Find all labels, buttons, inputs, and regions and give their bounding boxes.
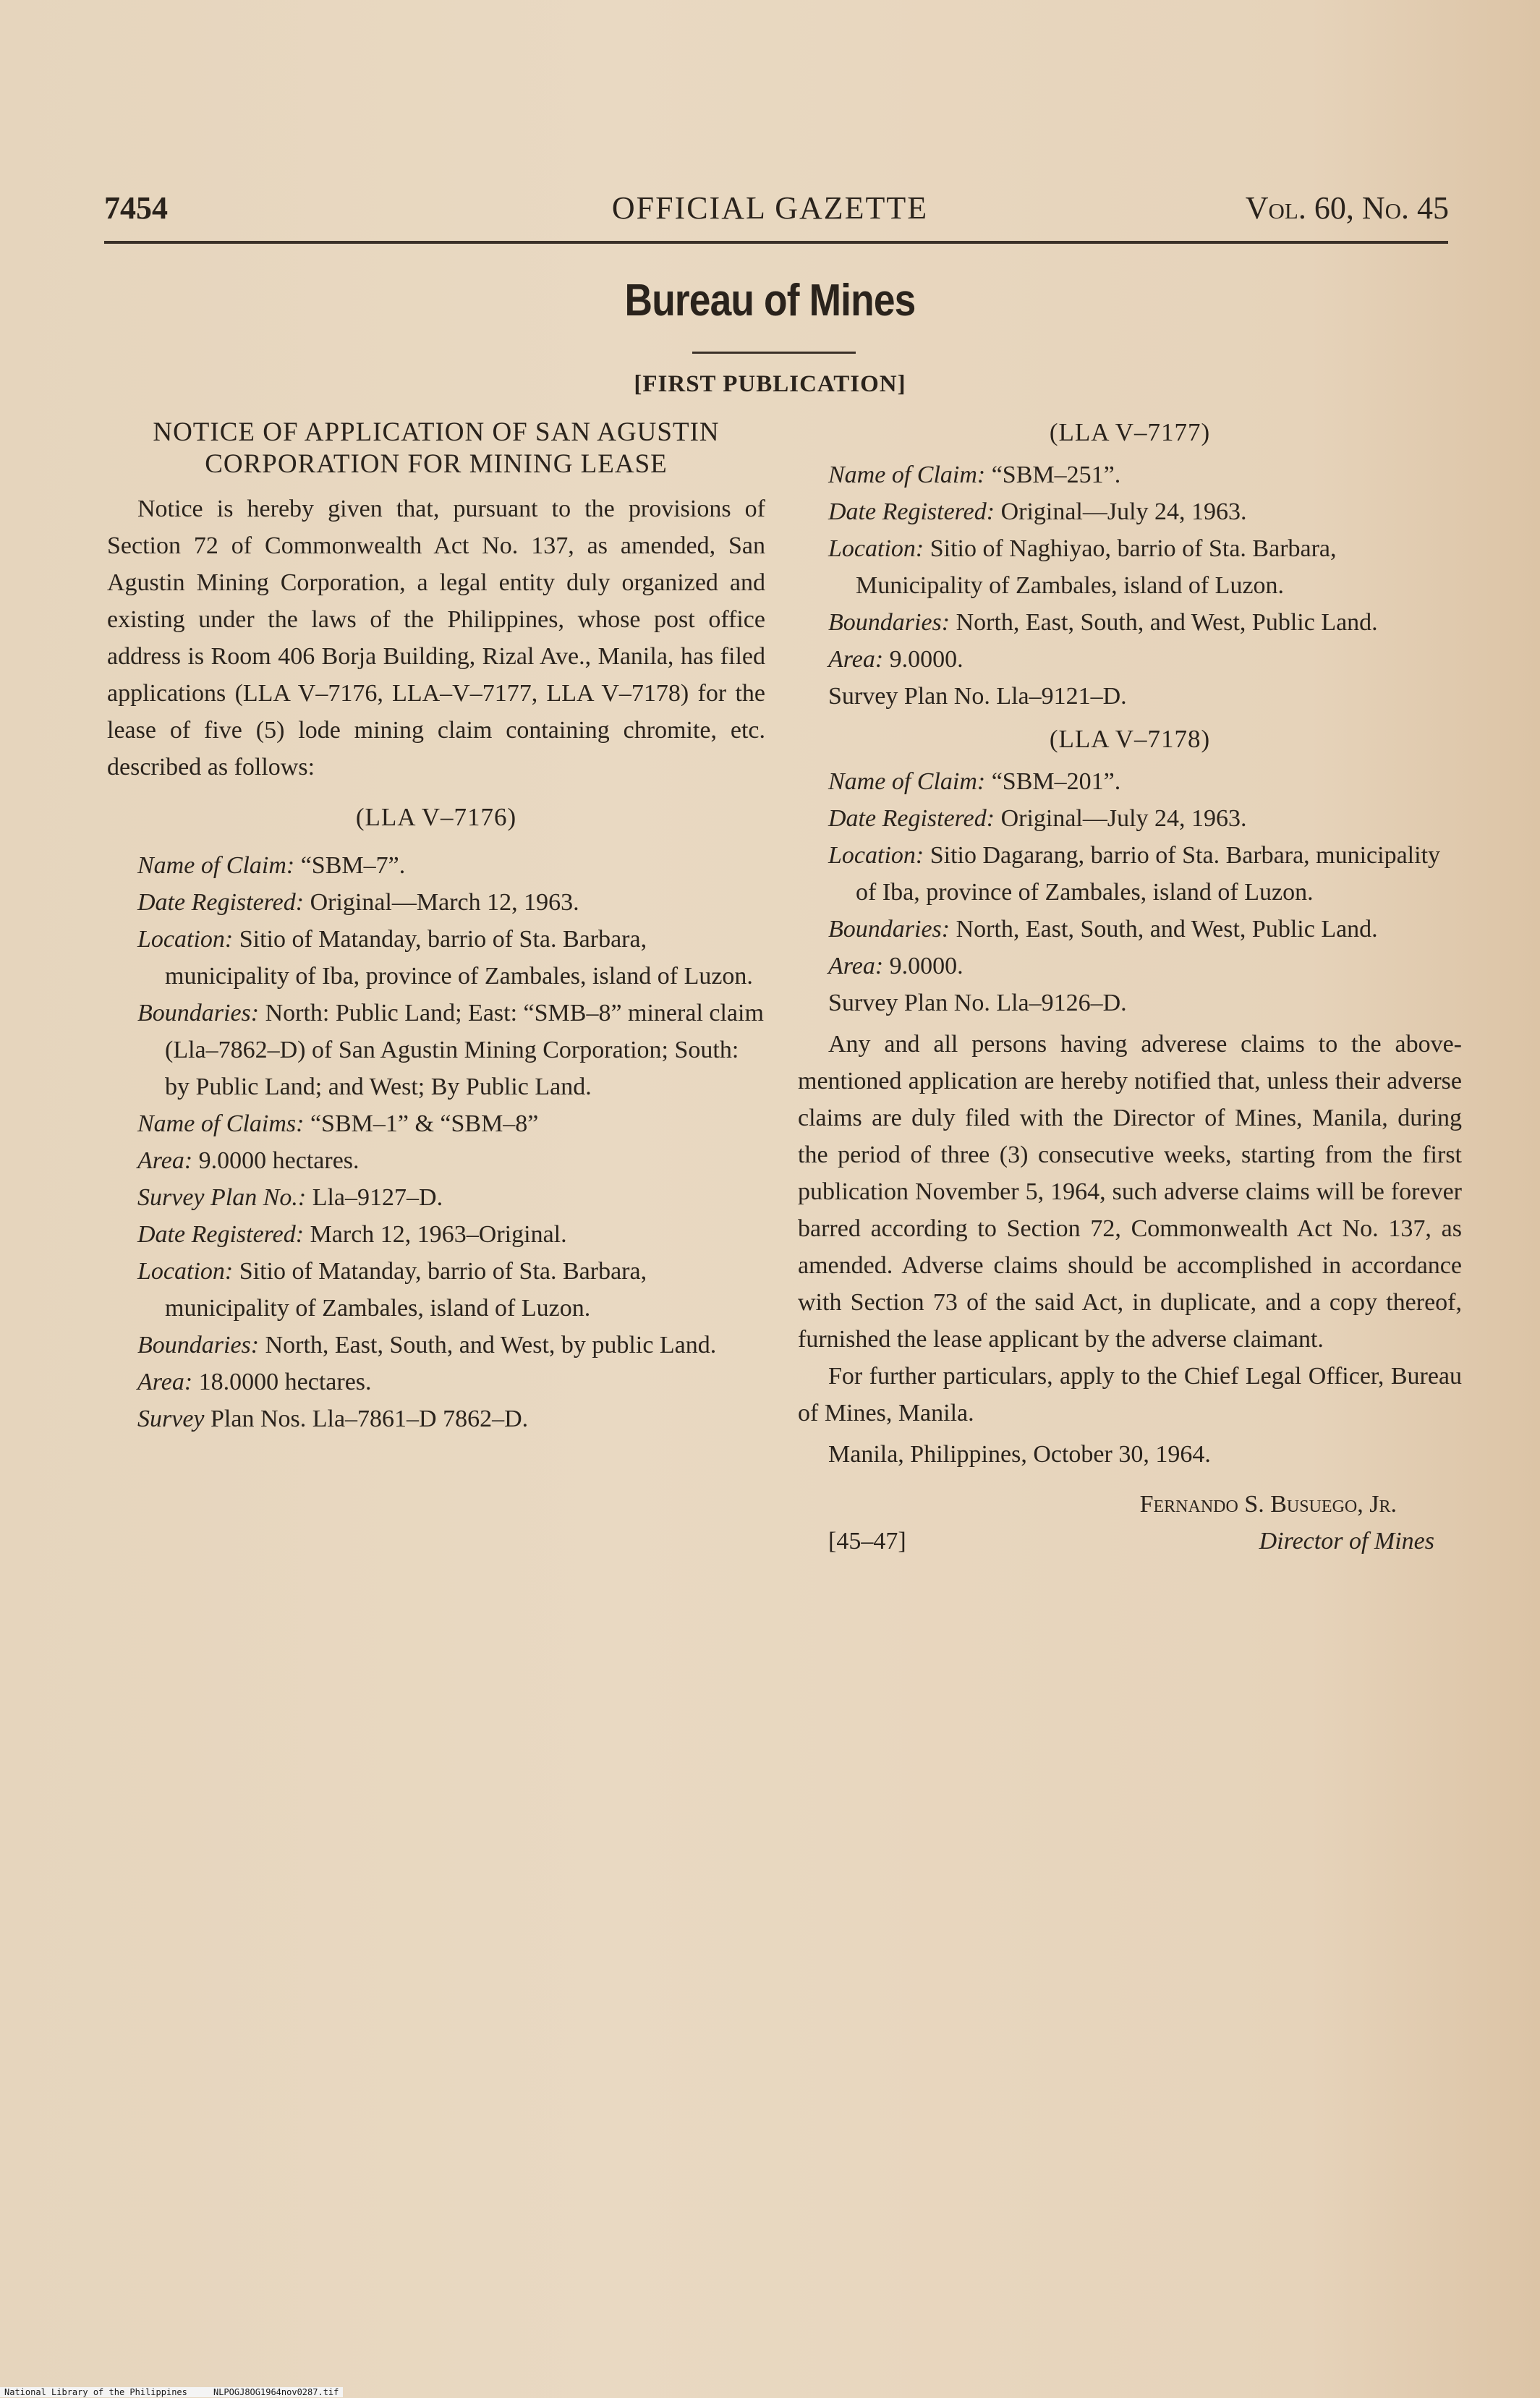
claim-entry: [798, 911, 1462, 948]
notice-title: [107, 417, 765, 480]
entry-label: Name of Claim:: [828, 768, 986, 795]
claim-entry: [107, 1105, 765, 1142]
claim-entry: [107, 1142, 765, 1179]
claim-entry: [798, 837, 1462, 911]
entry-label: Date Registered:: [828, 805, 995, 832]
entry-text: “SBM–1” & “SBM–8”: [304, 1110, 539, 1137]
entry-text: 9.0000 hectares.: [192, 1147, 360, 1174]
claim-entry: [107, 1364, 765, 1400]
entry-text: Survey Plan No. Lla–9121–D.: [828, 683, 1127, 710]
entry-text: 9.0000.: [883, 646, 963, 673]
entry-text: North, East, South, and West, Public Land.: [950, 609, 1378, 636]
claim-entry: [798, 604, 1462, 641]
entry-label: Date Registered:: [137, 1221, 305, 1248]
entry-text: Plan Nos. Lla–7861–D 7862–D.: [204, 1406, 529, 1432]
claim-entry: [107, 921, 765, 995]
signatory-title: Director of Mines: [1259, 1528, 1434, 1555]
entry-label: Location:: [137, 926, 234, 953]
entry-label: Date Registered:: [137, 889, 305, 916]
signature-row: [798, 1523, 1462, 1560]
entry-label: Location:: [828, 842, 924, 869]
entry-text: North: Public Land; East: “SMB–8” mineral claim (Lla–7862–D) of San Agustin Mining Corporation; South: by Public Land; and West; By Public Land.: [165, 1000, 764, 1100]
claim-entry: [107, 1400, 765, 1437]
left-column: [107, 414, 765, 1437]
entry-text: Sitio of Matanday, barrio of Sta. Barbara, municipality of Zambales, island of Luzon.: [165, 1258, 647, 1322]
entry-text: Original—July 24, 1963.: [995, 498, 1247, 525]
claim-entry: [798, 493, 1462, 530]
entry-text: “SBM–201”.: [985, 768, 1121, 795]
claim-entry: [798, 985, 1462, 1021]
claim-entry: [798, 948, 1462, 985]
entry-label: Area:: [828, 953, 884, 979]
lla-heading: (LLA V–7178): [1049, 725, 1211, 753]
entry-text: North, East, South, and West, Public Land.: [950, 916, 1378, 943]
entry-label: Date Registered:: [828, 498, 995, 525]
entry-text: Survey Plan No. Lla–9126–D.: [828, 990, 1127, 1016]
claim-entry: [798, 678, 1462, 715]
entry-text: March 12, 1963–Original.: [304, 1221, 567, 1248]
entry-label: Area:: [137, 1369, 193, 1395]
entry-label: Area:: [828, 646, 884, 673]
entry-text: “SBM–7”.: [294, 852, 406, 879]
title-rule: [692, 352, 856, 354]
entry-label: Survey Plan No.:: [137, 1184, 307, 1211]
claim-entry: [107, 1179, 765, 1216]
place-date: Manila, Philippines, October 30, 1964.: [828, 1441, 1211, 1468]
claim-entry: [798, 800, 1462, 837]
claim-entry: [107, 1327, 765, 1364]
claim-entry: [798, 456, 1462, 493]
claim-entry: [798, 641, 1462, 678]
entry-label: Survey: [137, 1406, 205, 1432]
entry-text: 9.0000.: [883, 953, 963, 979]
right-column: [798, 414, 1462, 1560]
volume-number: Vol. 60, No. 45: [1245, 190, 1449, 226]
claim-entry: [107, 1216, 765, 1253]
entry-text: Sitio of Matanday, barrio of Sta. Barbara, municipality of Iba, province of Zambales, island of Luzon.: [165, 926, 753, 990]
notice-intro: Notice is hereby given that, pursuant to the provisions of Section 72 of Commonwealth Act No. 137, as amended, San Agustin Mining Corporation, a legal entity duly organized and existing under the laws of the Philippines, whose post office address is Room 406 Borja Building, Rizal Ave., Manila, has filed applications (LLA V–7176, LLA–V–7177, LLA V–7178) for the lease of five (5) lode mining claim containing chromite, etc. described as follows:: [107, 496, 765, 781]
notice-title-line2: CORPORATION FOR MINING LEASE: [205, 449, 668, 479]
entry-text: 18.0000 hectares.: [192, 1369, 372, 1395]
entry-label: Area:: [137, 1147, 193, 1174]
entry-text: Original—July 24, 1963.: [995, 805, 1247, 832]
entry-text: North, East, South, and West, by public Land.: [259, 1332, 717, 1359]
scan-footer: National Library of the Philippines NLPOGJ8OG1964nov0287.tif: [0, 2387, 343, 2397]
publication-mark: [FIRST PUBLICATION]: [634, 371, 906, 397]
claim-entry: [107, 995, 765, 1105]
entry-label: Name of Claims:: [137, 1110, 305, 1137]
header-rule: [104, 241, 1448, 244]
claim-entry: [107, 847, 765, 884]
lla-heading: (LLA V–7177): [1049, 418, 1211, 446]
issue-code: [45–47]: [828, 1528, 906, 1555]
entry-text: Sitio Dagarang, barrio of Sta. Barbara, municipality of Iba, province of Zambales, island of Luzon.: [856, 842, 1441, 906]
section-title: Bureau of Mines: [624, 276, 916, 326]
entry-label: Location:: [828, 535, 924, 562]
claim-entry: [798, 763, 1462, 800]
further-particulars: For further particulars, apply to the Chief Legal Officer, Bureau of Mines, Manila.: [798, 1363, 1462, 1427]
publication-name: OFFICIAL GAZETTE: [611, 190, 929, 226]
claim-entry: [107, 1253, 765, 1327]
claim-entry: [107, 884, 765, 921]
entry-label: Location:: [137, 1258, 234, 1285]
entry-text: Original—March 12, 1963.: [304, 889, 579, 916]
entry-label: Boundaries:: [137, 1000, 260, 1026]
adverse-claims-paragraph: Any and all persons having adverese claims to the above-mentioned application are hereby notified that, unless their adverse claims are duly filed with the Director of Mines, Manila, during the period of three (3) consecutive weeks, starting from the first publication November 5, 1964, such adverse claims will be forever barred according to Section 72, Commonwealth Act No. 137, as amended. Adverse claims should be accomplished in accordance with Section 73 of the said Act, in duplicate, and a copy thereof, furnished the lease applicant by the adverse claimant.: [798, 1031, 1462, 1353]
page-number: 7454: [104, 190, 168, 226]
entry-text: Lla–9127–D.: [306, 1184, 443, 1211]
notice-title-line1: NOTICE OF APPLICATION OF SAN AGUSTIN: [153, 417, 720, 447]
signatory-name: Fernando S. Busuego, Jr.: [1139, 1491, 1397, 1518]
lla-heading: (LLA V–7176): [355, 803, 517, 831]
entry-label: Boundaries:: [137, 1332, 260, 1359]
entry-label: Name of Claim:: [137, 852, 295, 879]
claim-entry: [798, 530, 1462, 604]
entry-label: Boundaries:: [828, 916, 950, 943]
entry-label: Boundaries:: [828, 609, 950, 636]
entry-label: Name of Claim:: [828, 462, 986, 488]
entry-text: Sitio of Naghiyao, barrio of Sta. Barbara, Municipality of Zambales, island of Luzon.: [856, 535, 1337, 599]
entry-text: “SBM–251”.: [985, 462, 1121, 488]
